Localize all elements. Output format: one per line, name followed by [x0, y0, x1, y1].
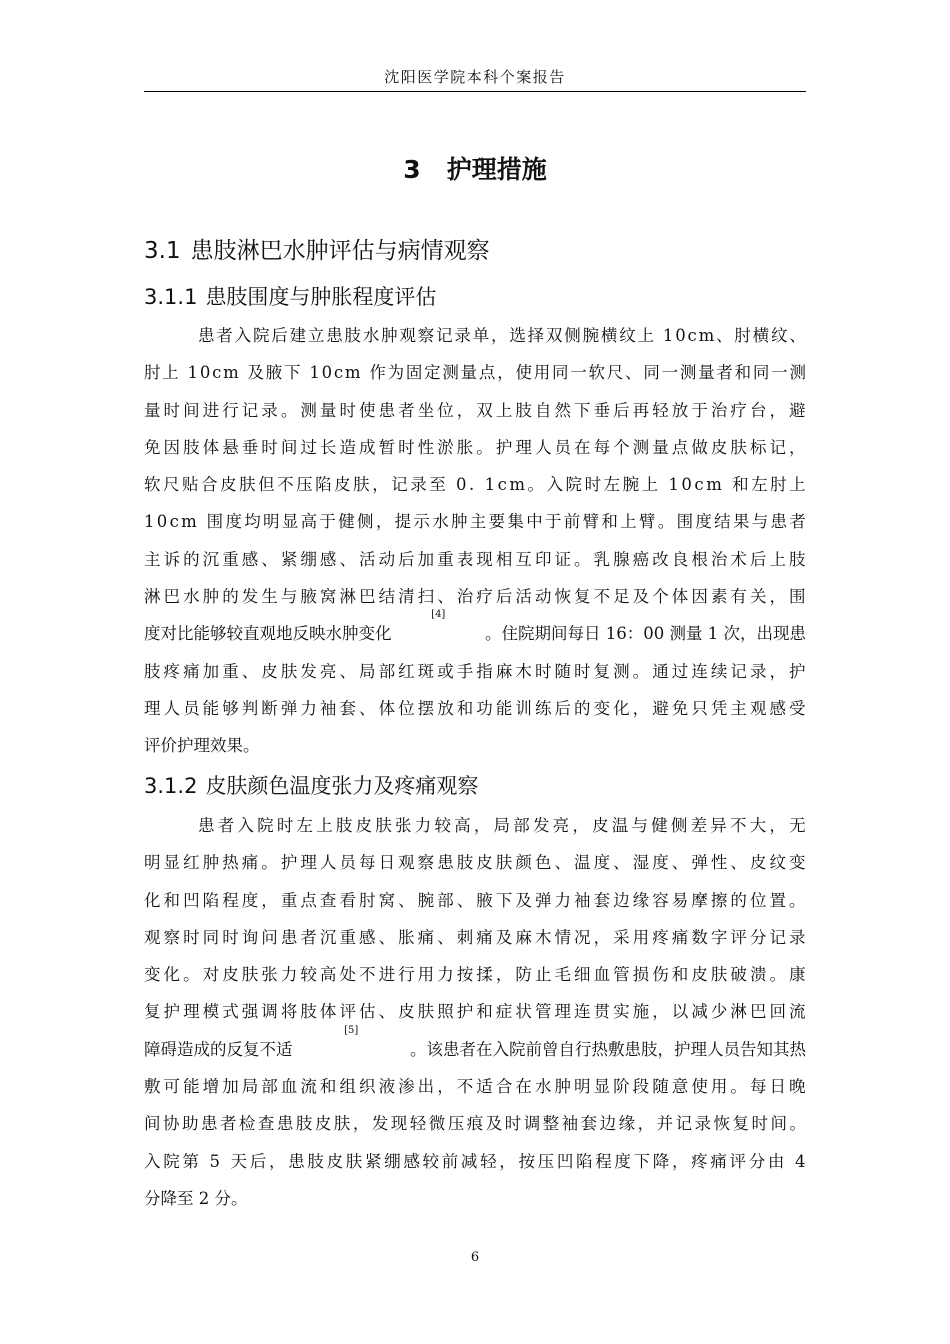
text-run: 度对比能够较直观地反映水肿变化 — [144, 624, 392, 644]
text-run: 分降至 2 分。 — [144, 1188, 248, 1208]
citation-ref: [4] — [431, 609, 446, 621]
text-line: 变 化 。 对 皮 肤 张 力 较 高 处 不 进 行 用 力 按 揉 ， 防 止 毛 细 血 管 损 伤 和 皮 肤 破 溃 。 康 — [144, 965, 806, 985]
body-paragraph — [144, 317, 806, 765]
text-line: 患 者 入 院 时 左 上 肢 皮 肤 张 力 较 高 ， 局 部 发 亮 ， 皮 温 与 健 侧 差 异 不 大 ， 无 — [198, 816, 806, 835]
text-line — [144, 609, 806, 652]
citation-ref: [5] — [344, 1024, 359, 1036]
text-line: 观 察 时 同 时 询 问 患 者 沉 重 感 、 胀 痛 、 刺 痛 及 麻 木 情 况 ， 采 用 疼 痛 数 字 评 分 记 录 — [144, 927, 806, 947]
text-line: 敷 可 能 增 加 局 部 血 流 和 组 织 液 渗 出 ， 不 适 合 在 水 肿 明 显 阶 段 随 意 使 用 。 每 日 晚 — [144, 1077, 806, 1097]
text-run: 障碍造成的反复不适 — [144, 1039, 293, 1059]
text-line: 肘 上 1 0 c m 及 腋 下 1 0 c m 作 为 固 定 测 量 点 ， 使 用 同 一 软 尺 、 同 一 测 量 者 和 同 一 测 — [144, 363, 806, 383]
subsection-number: 3.1.2 — [144, 774, 198, 798]
text-line — [144, 1024, 806, 1068]
text-run: 。该患者在入院前曾自行热敷患肢，护理人员告知其热 — [409, 1039, 806, 1059]
text-line: 理 人 员 能 够 判 断 弹 力 袖 套 、 体 位 摆 放 和 功 能 训 练 后 的 变 化 ， 避 免 只 凭 主 观 感 受 — [144, 698, 806, 718]
subsection-heading — [144, 770, 478, 800]
text-line: 软 尺 贴 合 皮 肤 但 不 压 陷 皮 肤 ， 记 录 至 0 . 1 c m 。 入 院 时 左 腕 上 1 0 c m 和 左 肘 上 — [144, 475, 806, 495]
text-line: 淋 巴 水 肿 的 发 生 与 腋 窝 淋 巴 结 清 扫 、 治 疗 后 活 动 恢 复 不 足 及 个 体 因 素 有 关 ， 围 — [144, 587, 806, 607]
chapter-number: 3 — [403, 155, 421, 184]
section-heading — [144, 232, 490, 265]
text-line: 入 院 第 5 天 后 ， 患 肢 皮 肤 紧 绷 感 较 前 减 轻 ， 按 压 凹 陷 程 度 下 降 ， 疼 痛 评 分 由 4 — [144, 1151, 806, 1171]
page-number: 6 — [470, 1250, 480, 1265]
section-title-text: 患肢淋巴水肿评估与病情观察 — [190, 238, 490, 264]
text-run: 。住院期间每日 16：00 测量 1 次，出现患 — [485, 624, 806, 644]
text-line: 患 者 入 院 后 建 立 患 肢 水 肿 观 察 记 录 单 ， 选 择 双 侧 腕 横 纹 上 1 0 c m 、 肘 横 纹 、 — [198, 326, 806, 345]
text-line: 明 显 红 肿 热 痛 。 护 理 人 员 每 日 观 察 患 肢 皮 肤 颜 色 、 温 度 、 湿 度 、 弹 性 、 皮 纹 变 — [144, 853, 806, 873]
header-rule — [144, 91, 806, 92]
text-line — [144, 727, 806, 764]
section-number: 3.1 — [144, 238, 181, 264]
text-run: 评价护理效果。 — [144, 736, 260, 756]
chapter-title — [0, 150, 950, 186]
body-paragraph — [144, 807, 806, 1217]
text-line: 1 0 c m 围 度 均 明 显 高 于 健 侧 ， 提 示 水 肿 主 要 集 中 于 前 臂 和 上 臂 。 围 度 结 果 与 患 者 — [144, 512, 806, 532]
text-line: 间 协 助 患 者 检 查 患 肢 皮 肤 ， 发 现 轻 微 压 痕 及 时 调 整 袖 套 边 缘 ， 并 记 录 恢 复 时 间 。 — [144, 1114, 806, 1134]
subsection-title-text: 皮肤颜色温度张力及疼痛观察 — [205, 774, 479, 798]
running-header: 沈阳医学院本科个案报告 — [384, 68, 566, 86]
subsection-heading — [144, 281, 436, 311]
text-line: 化 和 凹 陷 程 度 ， 重 点 查 看 肘 窝 、 腕 部 、 腋 下 及 弹 力 袖 套 边 缘 容 易 摩 擦 的 位 置 。 — [144, 890, 806, 910]
subsection-number: 3.1.1 — [144, 285, 198, 309]
chapter-title-text: 护理措施 — [446, 155, 547, 184]
text-line: 复 护 理 模 式 强 调 将 肢 体 评 估 、 皮 肤 照 护 和 症 状 管 理 连 贯 实 施 ， 以 减 少 淋 巴 回 流 — [144, 1002, 806, 1022]
text-line: 肢 疼 痛 加 重 、 皮 肤 发 亮 、 局 部 红 斑 或 手 指 麻 木 时 随 时 复 测 。 通 过 连 续 记 录 ， 护 — [144, 661, 806, 681]
text-line: 主 诉 的 沉 重 感 、 紧 绷 感 、 活 动 后 加 重 表 现 相 互 印 证 。 乳 腺 癌 改 良 根 治 术 后 上 肢 — [144, 549, 806, 569]
text-line: 免 因 肢 体 悬 垂 时 间 过 长 造 成 暂 时 性 淤 胀 。 护 理 人 员 在 每 个 测 量 点 做 皮 肤 标 记 ， — [144, 437, 806, 457]
text-line: 量 时 间 进 行 记 录 。 测 量 时 使 患 者 坐 位 ， 双 上 肢 自 然 下 垂 后 再 轻 放 于 治 疗 台 ， 避 — [144, 400, 806, 420]
subsection-title-text: 患肢围度与肿胀程度评估 — [205, 285, 437, 309]
text-line — [144, 1180, 806, 1217]
